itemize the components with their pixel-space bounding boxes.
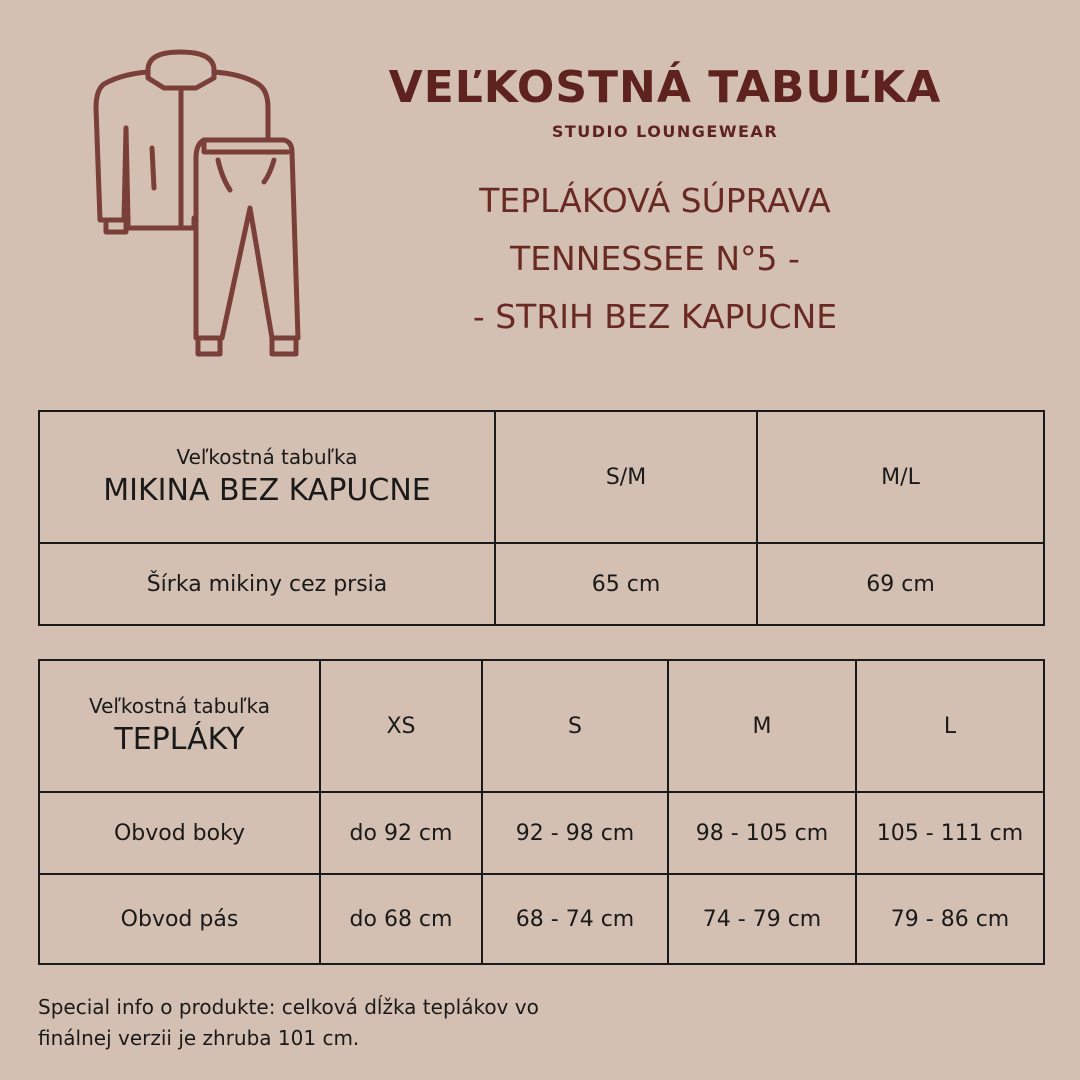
row-label: Obvod boky	[39, 792, 320, 874]
size-header: M	[668, 660, 856, 792]
table-header-row	[39, 411, 1044, 543]
table-caption	[39, 660, 320, 792]
footnote-line: Special info o produkte: celková dĺžka teplákov vo	[38, 995, 539, 1019]
size-header: L	[856, 660, 1044, 792]
table-cell: 92 - 98 cm	[482, 792, 668, 874]
table-header-row	[39, 660, 1044, 792]
table-cell: 98 - 105 cm	[668, 792, 856, 874]
tracksuit-icon	[92, 48, 304, 366]
row-label: Šírka mikiny cez prsia	[39, 543, 495, 625]
caption-big: MIKINA BEZ KAPUCNE	[103, 473, 431, 508]
product-line: - STRIH BEZ KAPUCNE	[472, 297, 838, 336]
table-cell: 79 - 86 cm	[856, 874, 1044, 964]
table-cell: 69 cm	[757, 543, 1044, 625]
table-cell: 74 - 79 cm	[668, 874, 856, 964]
product-footnote	[38, 992, 738, 1054]
pants-size-table	[38, 659, 1045, 965]
table-cell: do 92 cm	[320, 792, 482, 874]
size-header: S	[482, 660, 668, 792]
size-header: XS	[320, 660, 482, 792]
footnote-line: finálnej verzii je zhruba 101 cm.	[38, 1026, 360, 1050]
product-line: TENNESSEE N°5 -	[510, 239, 800, 278]
brand-subtitle: STUDIO LOUNGEWEAR	[551, 122, 779, 141]
product-line: TEPLÁKOVÁ SÚPRAVA	[479, 181, 831, 220]
row-label: Obvod pás	[39, 874, 320, 964]
table-row	[39, 874, 1044, 964]
product-name	[380, 172, 930, 346]
table-row	[39, 792, 1044, 874]
hoodie-size-table	[38, 410, 1045, 626]
page-title: VEĽKOSTNÁ TABUĽKA	[388, 62, 942, 113]
size-header: M/L	[757, 411, 1044, 543]
table-caption	[39, 411, 495, 543]
table-cell: 68 - 74 cm	[482, 874, 668, 964]
caption-big: TEPLÁKY	[114, 722, 245, 757]
table-cell: do 68 cm	[320, 874, 482, 964]
table-row	[39, 543, 1044, 625]
table-cell: 65 cm	[495, 543, 757, 625]
table-cell: 105 - 111 cm	[856, 792, 1044, 874]
size-header: S/M	[495, 411, 757, 543]
caption-small: Veľkostná tabuľka	[88, 694, 271, 718]
caption-small: Veľkostná tabuľka	[176, 445, 358, 469]
